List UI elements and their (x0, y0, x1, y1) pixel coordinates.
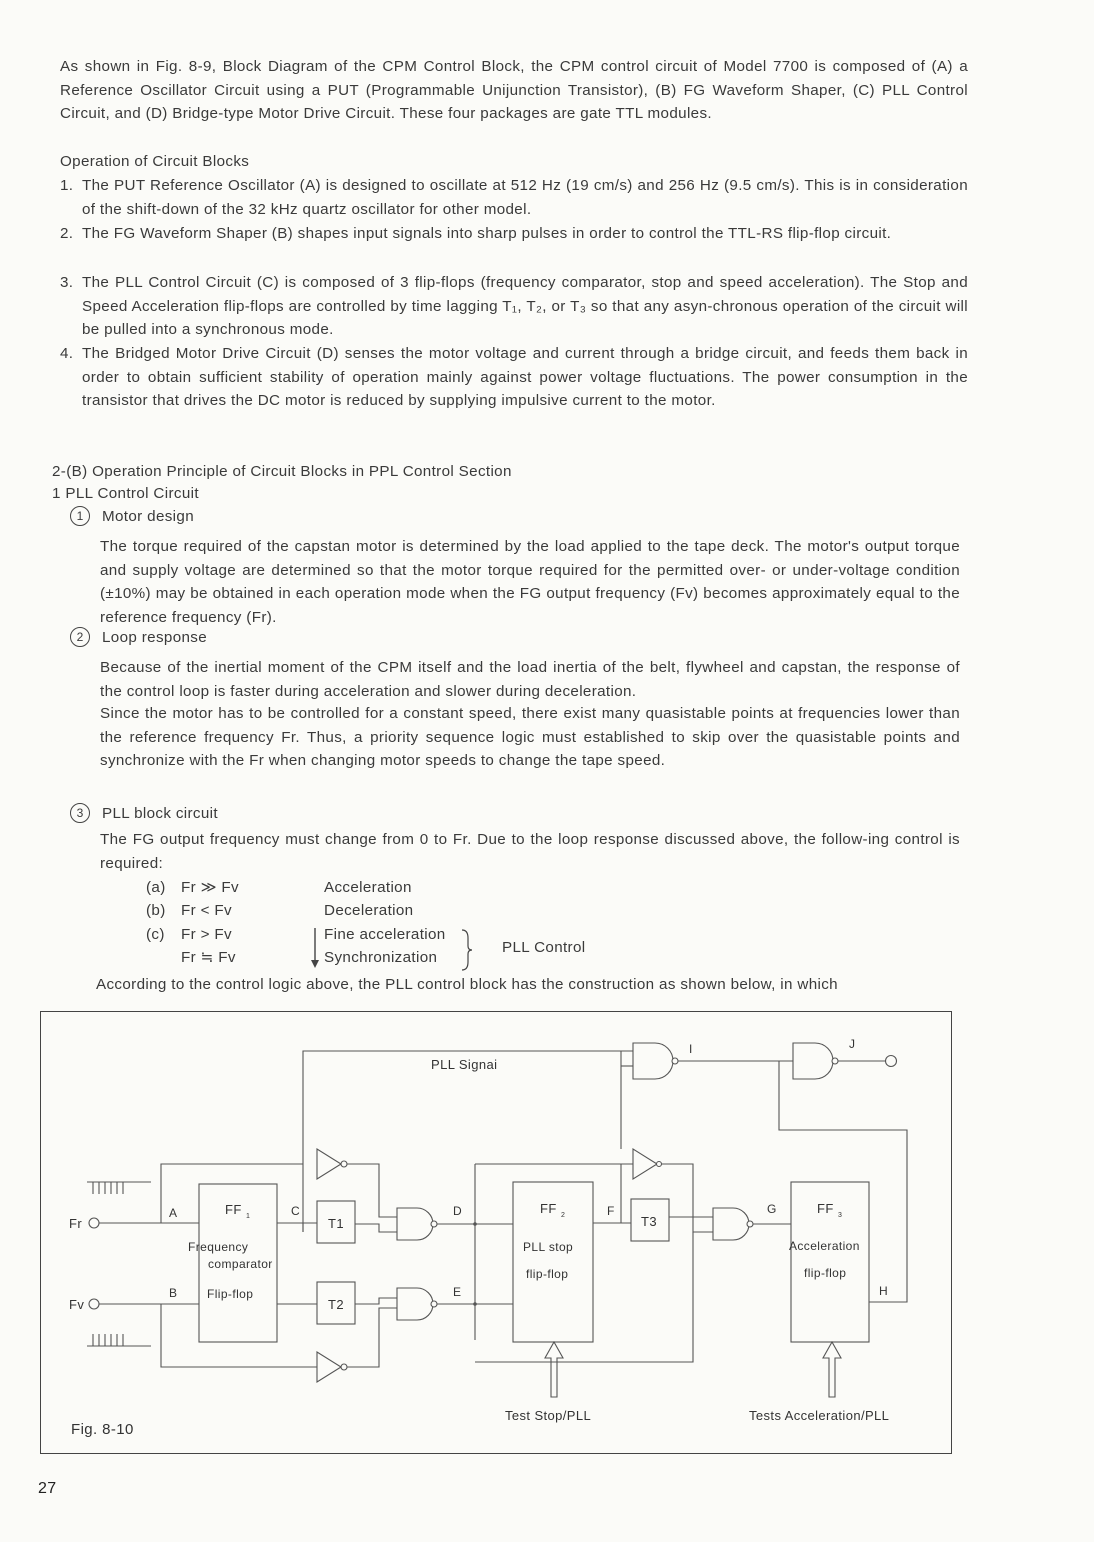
figure-caption: Fig. 8-10 (71, 1421, 134, 1438)
list-item-number: 1. (60, 177, 74, 194)
t3-label: T3 (641, 1214, 657, 1229)
control-row-action: Synchronization (324, 949, 438, 966)
ff1-title: FF (225, 1202, 242, 1217)
ff3-line: Acceleration (789, 1239, 860, 1253)
control-row-condition: Fr ≫ Fv (181, 879, 239, 896)
node-b-label: B (169, 1286, 178, 1300)
down-arrow-icon (310, 926, 320, 970)
t2-label: T2 (328, 1297, 344, 1312)
subsection-title: Motor design (102, 508, 194, 525)
test-accel-label: Tests Acceleration/PLL (749, 1408, 890, 1423)
ff2-line: PLL stop (523, 1240, 574, 1254)
ff2-sub: 2 (561, 1212, 566, 1219)
pll-block-diagram (40, 1011, 952, 1454)
test-stop-label: Test Stop/PLL (505, 1408, 592, 1423)
fv-input-label: Fv (69, 1297, 85, 1312)
node-d-label: D (453, 1204, 463, 1218)
control-row-condition: Fr < Fv (181, 902, 232, 919)
control-row-condition: Fr > Fv (181, 926, 232, 943)
subsection-heading (70, 802, 218, 826)
list-item (60, 222, 968, 246)
closing-line: According to the control logic above, the PLL control block has the construction as shown below, in which (96, 976, 838, 993)
list-item-text: The Bridged Motor Drive Circuit (D) senses the motor voltage and current through a bridge circuit, and feeds them back in order to obtain sufficient stability of operation mainly against power voltage fluctuations. The power consumption in the transistor that drives the DC motor is reduced by supplying impulsive current to the motor. (82, 345, 968, 409)
list-item (60, 271, 968, 342)
ff1-line: Flip-flop (207, 1287, 254, 1301)
circled-number: 2 (70, 627, 90, 647)
t1-label: T1 (328, 1216, 344, 1231)
control-row-action: Fine acceleration (324, 926, 446, 943)
ff2-title: FF (540, 1201, 557, 1216)
control-row-label: (a) (146, 879, 166, 896)
pll-signal-label: PLL Signai (431, 1057, 498, 1072)
circled-number: 3 (70, 803, 90, 823)
list-item-number: 4. (60, 345, 74, 362)
section-subtitle: 1 PLL Control Circuit (52, 485, 199, 502)
control-row-condition: Fr ≒ Fv (181, 949, 236, 966)
page-number: 27 (38, 1480, 57, 1497)
ff1-sub: 1 (246, 1213, 251, 1220)
list-item-text: The PUT Reference Oscillator (A) is designed to oscillate at 512 Hz (19 cm/s) and 256 Hz (9.5 cm/s). This is in consideration of the shift-down of the 32 kHz quartz oscillator for other model. (82, 177, 968, 218)
control-row-action: Deceleration (324, 902, 414, 919)
subsection-paragraph: Because of the inertial moment of the CPM itself and the load inertia of the belt, flywheel and capstan, the response of the control loop is faster during acceleration and slower during deceleration. (100, 659, 960, 700)
subsection-paragraph: The FG output frequency must change from 0 to Fr. Due to the loop response discussed above, the follow-ing control is required: (100, 831, 960, 872)
ff1-line: comparator (208, 1257, 273, 1271)
intro-paragraph: As shown in Fig. 8-9, Block Diagram of the CPM Control Block, the CPM control circuit of Model 7700 is composed of (A) a Reference Oscillator Circuit using a PUT (Programmable Unijunction Transistor), (B) FG Waveform Shaper, (C) PLL Control Circuit, and (D) Bridge-type Motor Drive Circuit. These four packages are gate TTL modules. (60, 58, 968, 122)
subsection-title: Loop response (102, 629, 208, 646)
ff1-line: Frequency (188, 1240, 249, 1254)
brace-icon (460, 928, 474, 972)
subsection-paragraph: The torque required of the capstan motor is determined by the load applied to the tape deck. The motor's output torque and supply voltage are determined so that the motor torque required for the permitted over- or under-voltage condition (±10%) may be obtained in each operation mode when the FG output frequency (Fv) becomes approximately equal to the reference frequency (Fr). (100, 538, 960, 626)
list-item-text: The PLL Control Circuit (C) is composed of 3 flip-flops (frequency comparator, stop and speed acceleration). The Stop and Speed Acceleration flip-flops are controlled by time lagging T₁, T₂, or T₃ so that any asyn-chronous operation of the circuit will be pulled into a synchronous mode. (82, 274, 968, 338)
list-item-number: 3. (60, 274, 74, 291)
blocks-heading: Operation of Circuit Blocks (60, 153, 250, 170)
node-g-label: G (767, 1202, 777, 1216)
subsection-heading (70, 505, 194, 529)
control-row-label: (b) (146, 902, 166, 919)
node-f-label: F (607, 1204, 615, 1218)
list-item (60, 342, 968, 413)
node-a-label: A (169, 1206, 178, 1220)
list-item-number: 2. (60, 225, 74, 242)
fr-input-label: Fr (69, 1216, 83, 1231)
ff3-line: flip-flop (804, 1266, 847, 1280)
section-title: 2-(B) Operation Principle of Circuit Blocks in PPL Control Section (52, 463, 512, 480)
node-e-label: E (453, 1285, 462, 1299)
ff3-title: FF (817, 1201, 834, 1216)
pll-control-label: PLL Control (502, 939, 586, 956)
subsection-heading (70, 626, 207, 650)
node-i-label: I (689, 1042, 693, 1056)
subsection-paragraph: Since the motor has to be controlled for a constant speed, there exist many quasistable points at frequencies lower than the reference frequency Fr. Thus, a priority sequence logic must established to skip over the quasistable points and synchronize with the Fr when changing motor speeds to change the tape speed. (100, 705, 960, 769)
circled-number: 1 (70, 506, 90, 526)
control-row-action: Acceleration (324, 879, 412, 896)
node-j-label: J (849, 1037, 856, 1051)
diagram-canvas (41, 1012, 953, 1455)
node-h-label: H (879, 1284, 889, 1298)
list-item (60, 174, 968, 221)
ff3-sub: 3 (838, 1212, 843, 1219)
ff2-line: flip-flop (526, 1267, 569, 1281)
control-row-label: (c) (146, 926, 165, 943)
list-item-text: The FG Waveform Shaper (B) shapes input signals into sharp pulses in order to control the TTL-RS flip-flop circuit. (82, 225, 892, 242)
node-c-label: C (291, 1204, 301, 1218)
subsection-title: PLL block circuit (102, 805, 218, 822)
